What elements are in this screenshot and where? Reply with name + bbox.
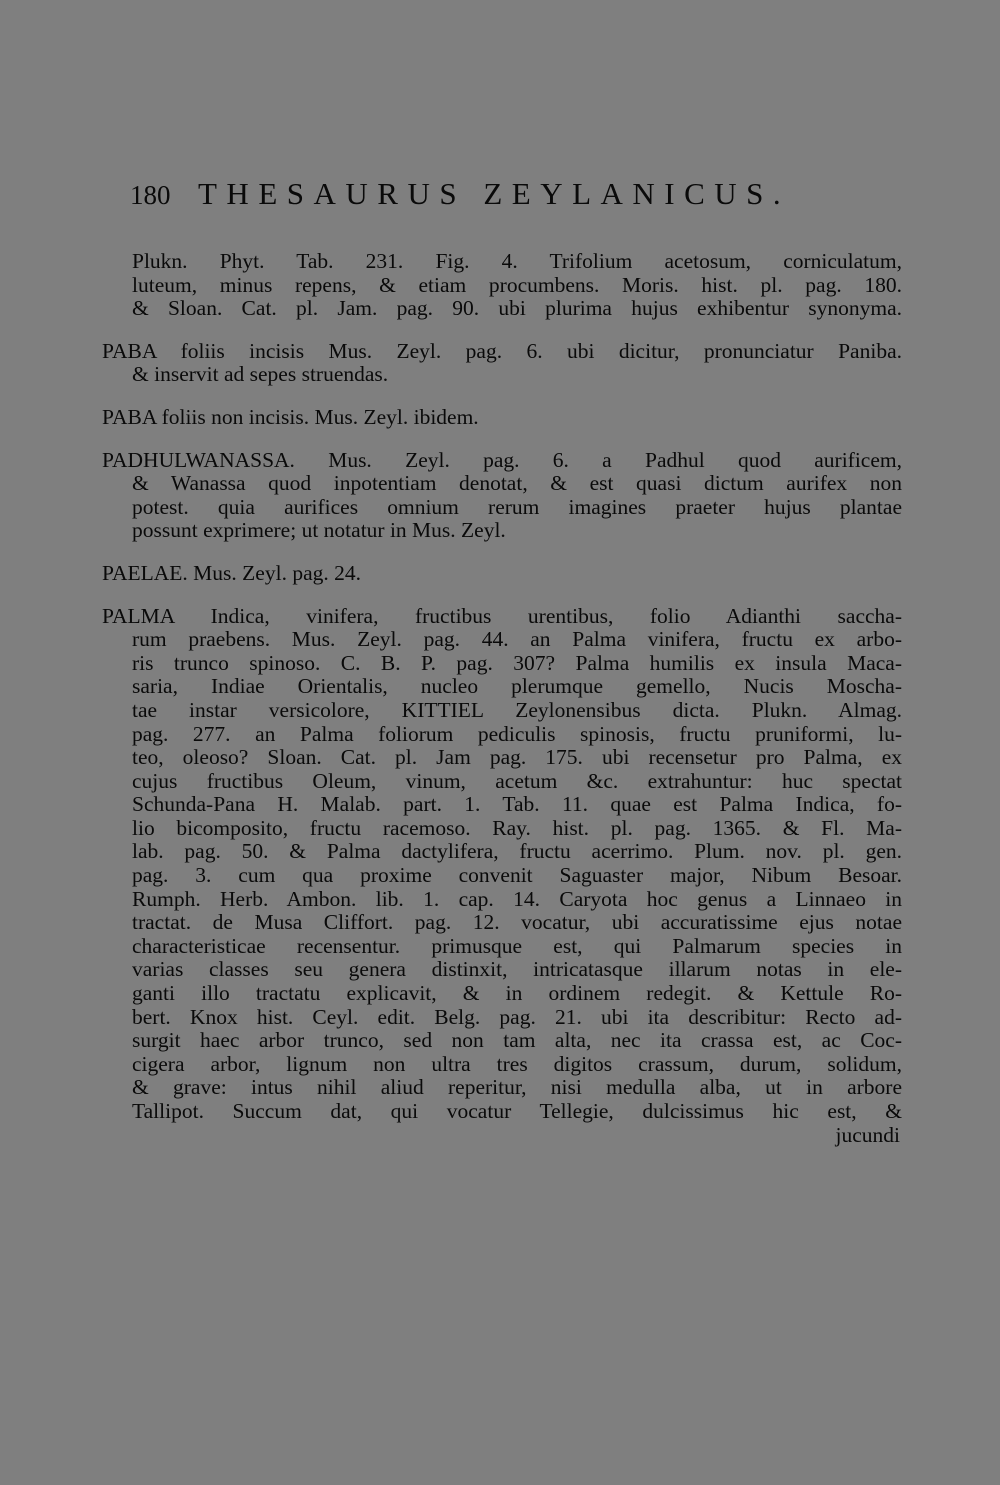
text-line: pag. 277. an Palma foliorum pediculis spinosis, fructu pruniformi, lu-: [132, 721, 902, 746]
entry-intro: [102, 250, 902, 321]
text-line: & Wanassa quod inpotentiam denotat, & est quasi dictum aurifex non: [132, 471, 902, 496]
text-line: characteristicae recensentur. primusque est, qui Palmarum species in: [132, 933, 902, 958]
text-line: teo, oleoso? Sloan. Cat. pl. Jam pag. 175. ubi recensetur pro Palma, ex: [132, 745, 902, 770]
text-line: lab. pag. 50. & Palma dactylifera, fructu acerrimo. Plum. nov. pl. gen.: [132, 839, 902, 864]
text-line: tae instar versicolore, KITTIEL Zeylonensibus dicta. Plukn. Almag.: [132, 697, 902, 722]
text-line: luteum, minus repens, & etiam procumbens. Moris. hist. pl. pag. 180.: [132, 272, 902, 297]
text-line: lio bicomposito, fructu racemoso. Ray. hist. pl. pag. 1365. & Fl. Ma-: [132, 815, 902, 840]
text-line: PAELAE. Mus. Zeyl. pag. 24.: [102, 560, 361, 585]
text-line: & grave: intus nihil aliud reperitur, nisi medulla alba, ut in arbore: [132, 1075, 902, 1100]
page-header: [130, 172, 830, 212]
entry-padhulwanassa: [102, 449, 902, 543]
text-line: & inservit ad sepes struendas.: [132, 362, 389, 387]
text-line: saria, Indiae Orientalis, nucleo plerumque gemello, Nucis Moscha-: [132, 674, 902, 699]
text-line: possunt exprimere; ut notatur in Mus. Zeyl.: [132, 518, 506, 543]
text-line: potest. quia aurifices omnium rerum imagines praeter hujus plantae: [132, 494, 902, 519]
text-line: PABA foliis incisis Mus. Zeyl. pag. 6. ubi dicitur, pronunciatur Paniba.: [102, 338, 902, 363]
page-number: 180: [130, 180, 171, 210]
page-body: [102, 250, 902, 1147]
entry-paba-incisis: [102, 340, 902, 387]
entry-paba-non-incisis: [102, 406, 902, 430]
text-line: Rumph. Herb. Ambon. lib. 1. cap. 14. Caryota hoc genus a Linnaeo in: [132, 886, 902, 911]
text-line: ris trunco spinoso. C. B. P. pag. 307? Palma humilis ex insula Maca-: [132, 650, 902, 675]
text-line: rum praebens. Mus. Zeyl. pag. 44. an Palma vinifera, fructu ex arbo-: [132, 627, 902, 652]
text-line: cujus fructibus Oleum, vinum, acetum &c. extrahuntur: huc spectat: [132, 768, 902, 793]
text-line: pag. 3. cum qua proxime convenit Saguaster major, Nibum Besoar.: [132, 863, 902, 888]
text-line: varias classes seu genera distinxit, intricatasque illarum notas in ele-: [132, 957, 902, 982]
text-line: PADHULWANASSA. Mus. Zeyl. pag. 6. a Padhul quod aurificem,: [102, 447, 902, 472]
text-line: surgit haec arbor trunco, sed non tam alta, nec ita crassa est, ac Coc-: [132, 1028, 902, 1053]
text-line: Schunda-Pana H. Malab. part. 1. Tab. 11. quae est Palma Indica, fo-: [132, 792, 902, 817]
text-line: & Sloan. Cat. pl. Jam. pag. 90. ubi plurima hujus exhibentur synonyma.: [132, 296, 902, 321]
text-line: tractat. de Musa Cliffort. pag. 12. vocatur, ubi accuratissime ejus notae: [132, 910, 902, 935]
text-line: Tallipot. Succum dat, qui vocatur Tellegie, dulcissimus hic est, &: [132, 1099, 902, 1123]
text-line: cigera arbor, lignum non ultra tres digitos crassum, durum, solidum,: [132, 1051, 902, 1076]
text-line: bert. Knox hist. Ceyl. edit. Belg. pag. 21. ubi ita describitur: Recto ad-: [132, 1004, 902, 1029]
text-line: ganti illo tractatu explicavit, & in ordinem redegit. & Kettule Ro-: [132, 981, 902, 1006]
entry-palma: [102, 605, 902, 1124]
entry-paelae: [102, 562, 902, 586]
catchword: jucundi: [835, 1122, 900, 1147]
text-line: Plukn. Phyt. Tab. 231. Fig. 4. Trifolium acetosum, corniculatum,: [132, 249, 902, 273]
text-line: PALMA Indica, vinifera, fructibus urentibus, folio Adianthi saccha-: [102, 603, 902, 628]
text-line: PABA foliis non incisis. Mus. Zeyl. ibidem.: [102, 404, 479, 429]
running-title: THESAURUS ZEYLANICUS.: [198, 176, 791, 211]
